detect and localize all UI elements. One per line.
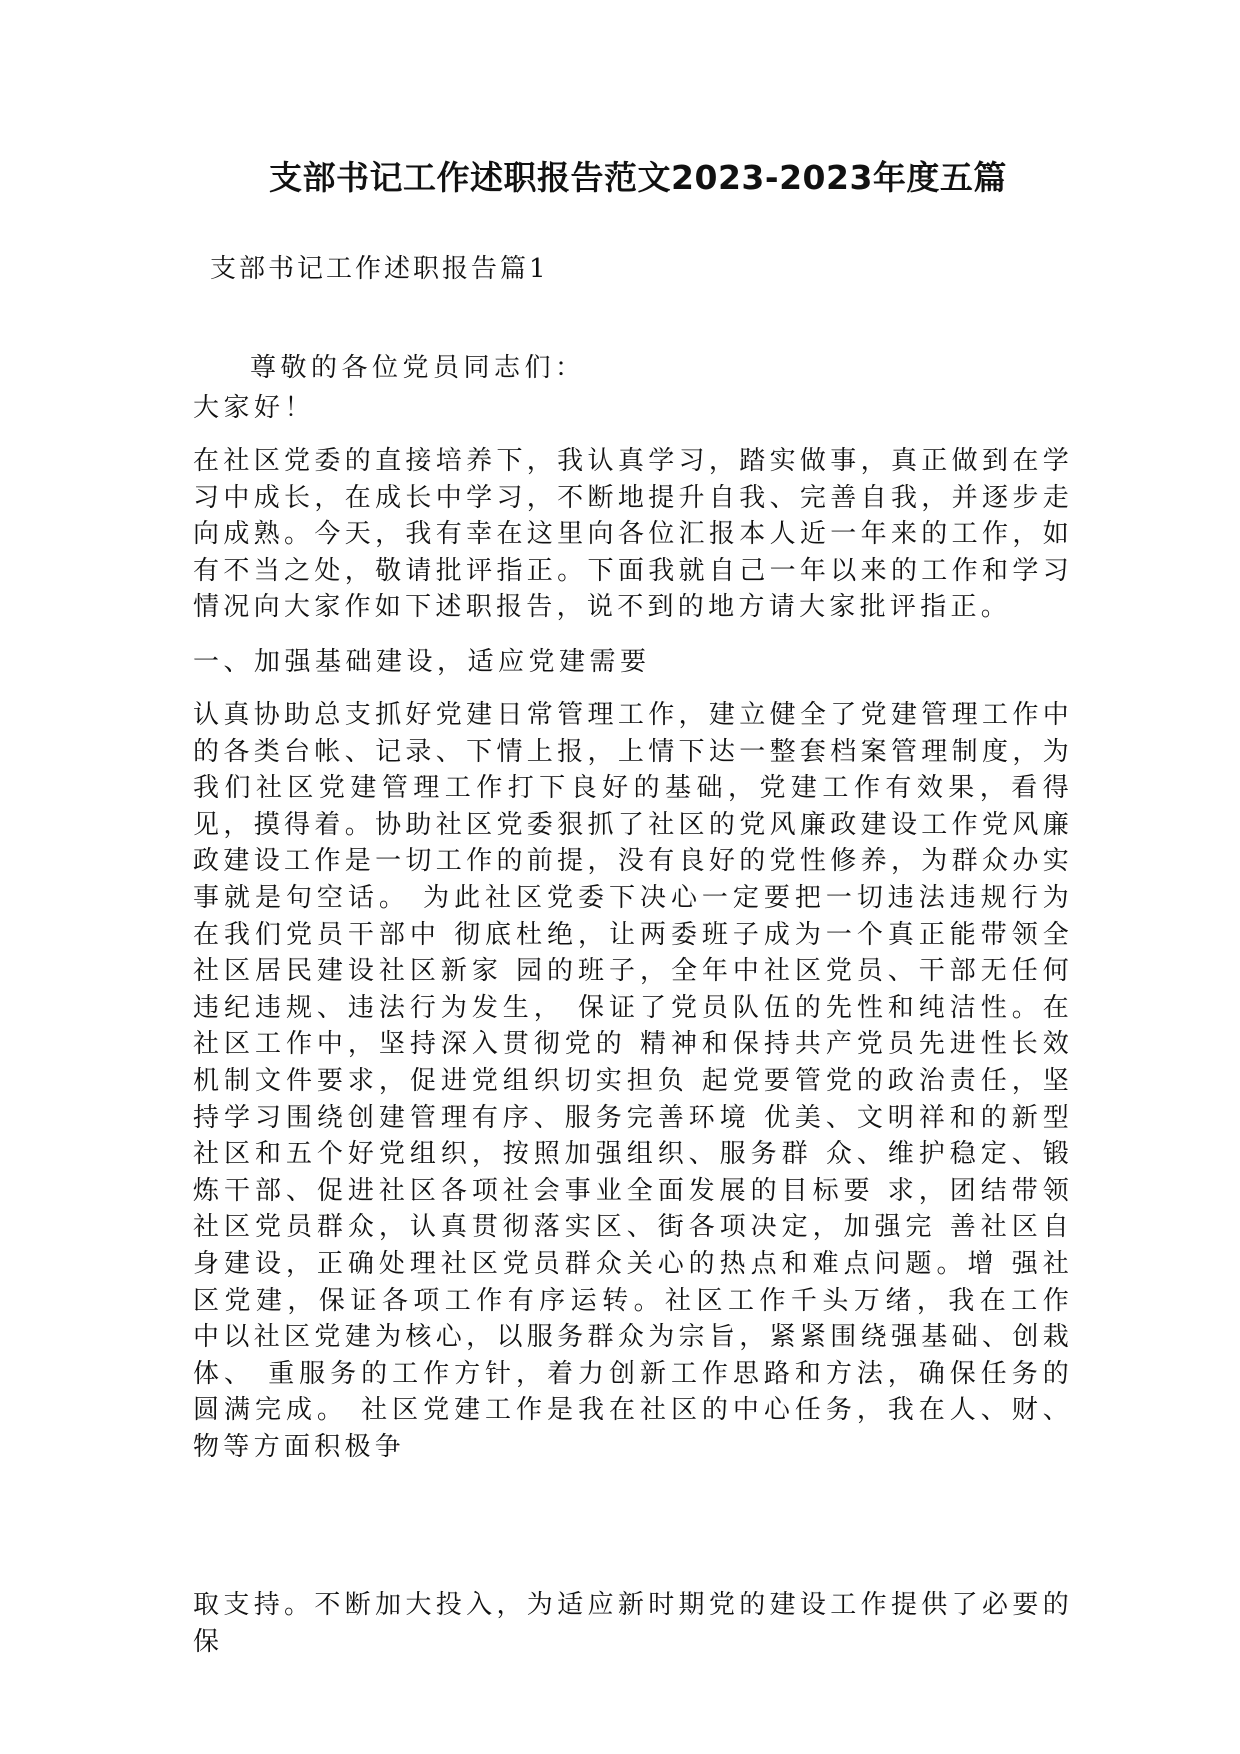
- section-title: 支部书记工作述职报告篇1: [210, 254, 549, 284]
- greeting: 大家好！: [193, 393, 316, 423]
- intro-paragraph: 在社区党委的直接培养下，我认真学习，踏实做事，真正做到在学习中成长，在成长中学习，不断地提升自我、完善自我，并逐步走向成熟。今天，我有幸在这里向各位汇报本人近一年来的工作，如有不当之处，敬请批评指正。下面我就自己一年以来的工作和学习情况向大家作如下述职报告，说不到的地方请大家批评指正。: [193, 446, 1073, 623]
- continuation-paragraph: 取支持。不断加大投入，为适应新时期党的建设工作提供了必要的保: [193, 1590, 1073, 1657]
- salutation: 尊敬的各位党员同志们：: [250, 353, 586, 383]
- section-heading: 一、加强基础建设，适应党建需要: [193, 647, 651, 677]
- body-paragraph: 认真协助总支抓好党建日常管理工作，建立健全了党建管理工作中的各类台帐、记录、下情上报，上情下达一整套档案管理制度，为我们社区党建管理工作打下良好的基础，党建工作有效果，看得见，摸得着。协助社区党委狠抓了社区的党风廉政建设工作党风廉政建设工作是一切工作的前提，没有良好的党性修养，为群众办实事就是句空话。 为此社区党委下决心一定要把一切违法违规行为在我们党员干部中 彻底杜绝，让两委班子成为一个真正能带领全社区居民建设社区新家 园的班子，全年中社区党员、干部无任何违纪违规、违法行为发生， 保证了党员队伍的先性和纯洁性。在社区工作中，坚持深入贯彻党的 精神和保持共产党员先进性长效机制文件要求，促进党组织切实担负 起党要管党的政治责任，坚持学习围绕创建管理有序、服务完善环境 优美、文明祥和的新型社区和五个好党组织，按照加强组织、服务群 众、维护稳定、锻炼干部、促进社区各项社会事业全面发展的目标要 求，团结带领社区党员群众，认真贯彻落实区、街各项决定，加强完 善社区自身建设，正确处理社区党员群众关心的热点和难点问题。增 强社区党建，保证各项工作有序运转。社区工作千头万绪，我在工作 中以社区党建为核心，以服务群众为宗旨，紧紧围绕强基础、创栽体、 重服务的工作方针，着力创新工作思路和方法，确保任务的圆满完成。 社区党建工作是我在社区的中心任务，我在人、财、物等方面积极争: [193, 700, 1073, 1462]
- document-title: 支部书记工作述职报告范文2023-2023年度五篇: [269, 158, 1007, 197]
